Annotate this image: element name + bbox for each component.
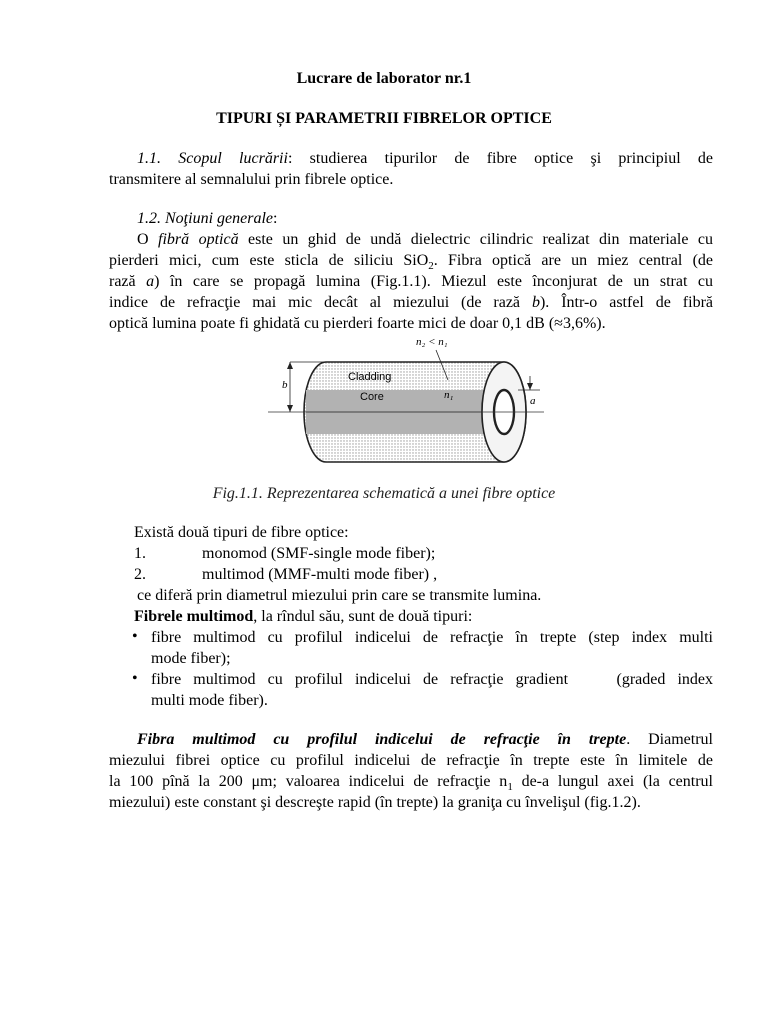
step-index-line1: Fibra multimod cu profilul indicelui de refracţie în trepte. Diametrul	[137, 731, 713, 748]
paragraph-line: pierderi mici, cum este sticla de siliciu SiO$_2$. Fibra optică are un miez central (de	[109, 252, 713, 273]
paragraph-line: indice de refracţie mai mic decât al miezului (de rază b). Într-o astfel de fibră	[109, 294, 713, 311]
a-label: a	[530, 395, 536, 407]
multimod-line: Fibrele multimod, la rîndul său, sunt de două tipuri:	[134, 608, 473, 625]
bullet-icon: •	[132, 628, 138, 645]
step-index-title: Fibra multimod cu profilul indicelui de refracţie în trepte	[137, 731, 627, 748]
page-title: TIPURI ȘI PARAMETRII FIBRELOR OPTICE	[216, 110, 552, 127]
bullet-icon: •	[132, 670, 138, 687]
section-1-1-line2: transmitere al semnalului prin fibrele optice.	[109, 171, 394, 188]
b-label: b	[282, 379, 288, 391]
figure-caption: Fig.1.1. Reprezentarea schematică a unei fibre optice	[212, 485, 556, 502]
section-1-1-line1: 1.1. Scopul lucrării: studierea tipurilor de fibre optice şi principiul de	[137, 150, 714, 167]
paragraph-line: miezului) este constant şi descreşte rapid (în trepte) la graniţa cu învelişul (fig.1.2).	[109, 794, 641, 811]
paragraph-line: rază a) în care se propagă lumina (Fig.1.1). Miezul este înconjurat de un strat cu	[109, 273, 713, 290]
paragraph-line: la 100 pînă la 200 μm; valoarea indicelui de refracţie $n_1$ de-a lungul axei (la centrul	[109, 773, 714, 794]
types-intro: Există două tipuri de fibre optice:	[134, 524, 349, 541]
section-1-2-label: 1.2. Noţiuni generale	[137, 210, 273, 227]
list-item: 2. multimod (MMF-multi mode fiber) ,	[134, 566, 438, 583]
list-item: 1. monomod (SMF-single mode fiber);	[134, 545, 436, 562]
fiber-diagram-svg	[268, 332, 548, 472]
paragraph-line: miezului fibrei optice cu profilul indicelui de refracţie în trepte este în limitele de	[109, 752, 713, 769]
lab-heading: Lucrare de laborator nr.1	[296, 70, 472, 87]
bullet-line: fibre multimod cu profilul indicelui de refracţie în trepte (step index multi	[151, 629, 713, 646]
fiber-diagram	[268, 332, 548, 472]
n1-label: n₁	[444, 389, 454, 401]
bullet-line: multi mode fiber).	[151, 692, 268, 709]
bullet-line: fibre multimod cu profilul indicelui de refracţie gradient (graded index	[151, 671, 713, 688]
paragraph-line: O fibră optică este un ghid de undă dielectric cilindric realizat din materiale cu	[137, 231, 714, 248]
paragraph-line: optică lumina poate fi ghidată cu pierderi foarte mici de doar 0,1 dB (≈3,6%).	[109, 315, 606, 332]
types-after: ce diferă prin diametrul miezului prin care se transmite lumina.	[137, 587, 542, 604]
section-1-2-heading: 1.2. Noţiuni generale:	[137, 210, 278, 227]
cladding-label: Cladding	[348, 371, 392, 383]
core-label: Core	[360, 391, 384, 403]
bullet-line: mode fiber);	[151, 650, 231, 667]
term-fibra-optica: fibră optică	[158, 231, 239, 248]
index-relation-label: n₂ < n₁	[416, 336, 448, 348]
section-1-1-label: 1.1. Scopul lucrării	[137, 150, 288, 167]
